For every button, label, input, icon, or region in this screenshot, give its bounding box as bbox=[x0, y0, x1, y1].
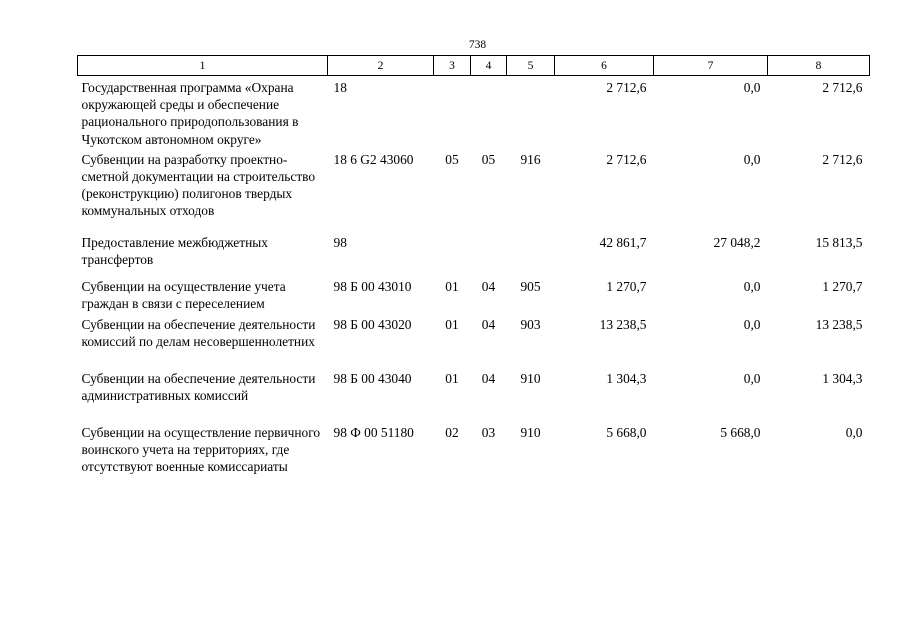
table-body bbox=[78, 76, 870, 494]
row-total: 5 668,0 bbox=[606, 424, 647, 440]
row-regional: 1 270,7 bbox=[822, 278, 863, 294]
row-subsection: 04 bbox=[481, 278, 496, 294]
row-federal: 0,0 bbox=[743, 370, 761, 386]
row-name: Субвенции на осуществление учета граждан в связи с переселением bbox=[81, 278, 286, 312]
row-regional: 2 712,6 bbox=[822, 151, 863, 167]
row-regional: 1 304,3 bbox=[822, 370, 863, 386]
row-subsection: 05 bbox=[481, 151, 496, 167]
row-section: 01 bbox=[445, 278, 459, 294]
row-regional: 13 238,5 bbox=[815, 316, 863, 332]
table-row bbox=[78, 234, 870, 278]
column-header-6: 6 bbox=[555, 56, 654, 76]
row-department bbox=[507, 76, 555, 148]
budget-table bbox=[77, 55, 870, 494]
row-name: Субвенции на обеспечение деятельности комиссий по делам несовершеннолетних bbox=[81, 316, 316, 350]
row-regional: 2 712,6 bbox=[822, 80, 863, 95]
row-federal: 0,0 bbox=[743, 316, 761, 332]
row-federal: 0,0 bbox=[743, 80, 761, 95]
row-name: Предоставление межбюджетных трансфертов bbox=[81, 234, 268, 268]
row-section: 01 bbox=[445, 316, 459, 332]
row-code: 18 6 G2 43060 bbox=[333, 151, 414, 167]
row-department: 903 bbox=[520, 316, 541, 332]
row-total: 2 712,6 bbox=[606, 80, 647, 95]
row-total: 1 304,3 bbox=[606, 370, 647, 386]
row-section: 05 bbox=[445, 151, 459, 167]
row-department bbox=[507, 234, 555, 278]
row-code: 98 Б 00 43020 bbox=[333, 316, 412, 332]
row-total: 42 861,7 bbox=[599, 234, 647, 250]
table-header bbox=[78, 56, 870, 76]
row-subsection bbox=[471, 76, 507, 148]
column-header-7: 7 bbox=[654, 56, 768, 76]
row-federal: 27 048,2 bbox=[713, 234, 761, 250]
row-total: 13 238,5 bbox=[599, 316, 647, 332]
header-row bbox=[78, 56, 870, 76]
row-code: 98 Б 00 43010 bbox=[333, 278, 412, 294]
table-row bbox=[78, 278, 870, 316]
row-section bbox=[434, 234, 471, 278]
row-section: 01 bbox=[445, 370, 459, 386]
column-header-3: 3 bbox=[434, 56, 471, 76]
page-number: 738 bbox=[468, 39, 487, 51]
row-name: Субвенции на разработку проектно-сметной документации на строительство (реконструкцию) полигонов твердых коммунальных отходов bbox=[81, 151, 316, 219]
row-subsection: 04 bbox=[481, 370, 496, 386]
table-row bbox=[78, 424, 870, 494]
column-header-1: 1 bbox=[78, 56, 328, 76]
row-subsection: 04 bbox=[481, 316, 496, 332]
row-section bbox=[434, 76, 471, 148]
row-total: 2 712,6 bbox=[606, 151, 647, 167]
column-header-4: 4 bbox=[471, 56, 507, 76]
row-code: 98 bbox=[333, 234, 347, 250]
row-total: 1 270,7 bbox=[606, 278, 647, 294]
column-header-5: 5 bbox=[507, 56, 555, 76]
table-row bbox=[78, 76, 870, 148]
row-department: 905 bbox=[520, 278, 541, 294]
row-federal: 5 668,0 bbox=[720, 424, 761, 440]
row-code: 18 bbox=[333, 80, 347, 95]
row-code: 98 Ф 00 51180 bbox=[333, 424, 414, 440]
row-department: 916 bbox=[520, 151, 541, 167]
row-code: 98 Б 00 43040 bbox=[333, 370, 412, 386]
row-federal: 0,0 bbox=[743, 151, 761, 167]
row-section: 02 bbox=[445, 424, 459, 440]
row-subsection bbox=[471, 234, 507, 278]
table-row bbox=[78, 148, 870, 234]
row-subsection: 03 bbox=[481, 424, 496, 440]
column-header-2: 2 bbox=[328, 56, 434, 76]
row-regional: 15 813,5 bbox=[815, 234, 863, 250]
table-row bbox=[78, 316, 870, 370]
row-name: Субвенции на обеспечение деятельности административных комиссий bbox=[81, 370, 316, 404]
row-department: 910 bbox=[520, 370, 541, 386]
row-federal: 0,0 bbox=[743, 278, 761, 294]
column-header-8: 8 bbox=[768, 56, 870, 76]
row-regional: 0,0 bbox=[845, 424, 863, 440]
row-name: Субвенции на осуществление первичного воинского учета на территориях, где отсутствуют военные комиссариаты bbox=[81, 424, 321, 475]
table-row bbox=[78, 370, 870, 424]
row-name: Государственная программа «Охрана окружающей среды и обеспечение рационального природопользования в Чукотском автономном округе» bbox=[81, 80, 299, 147]
row-department: 910 bbox=[520, 424, 541, 440]
